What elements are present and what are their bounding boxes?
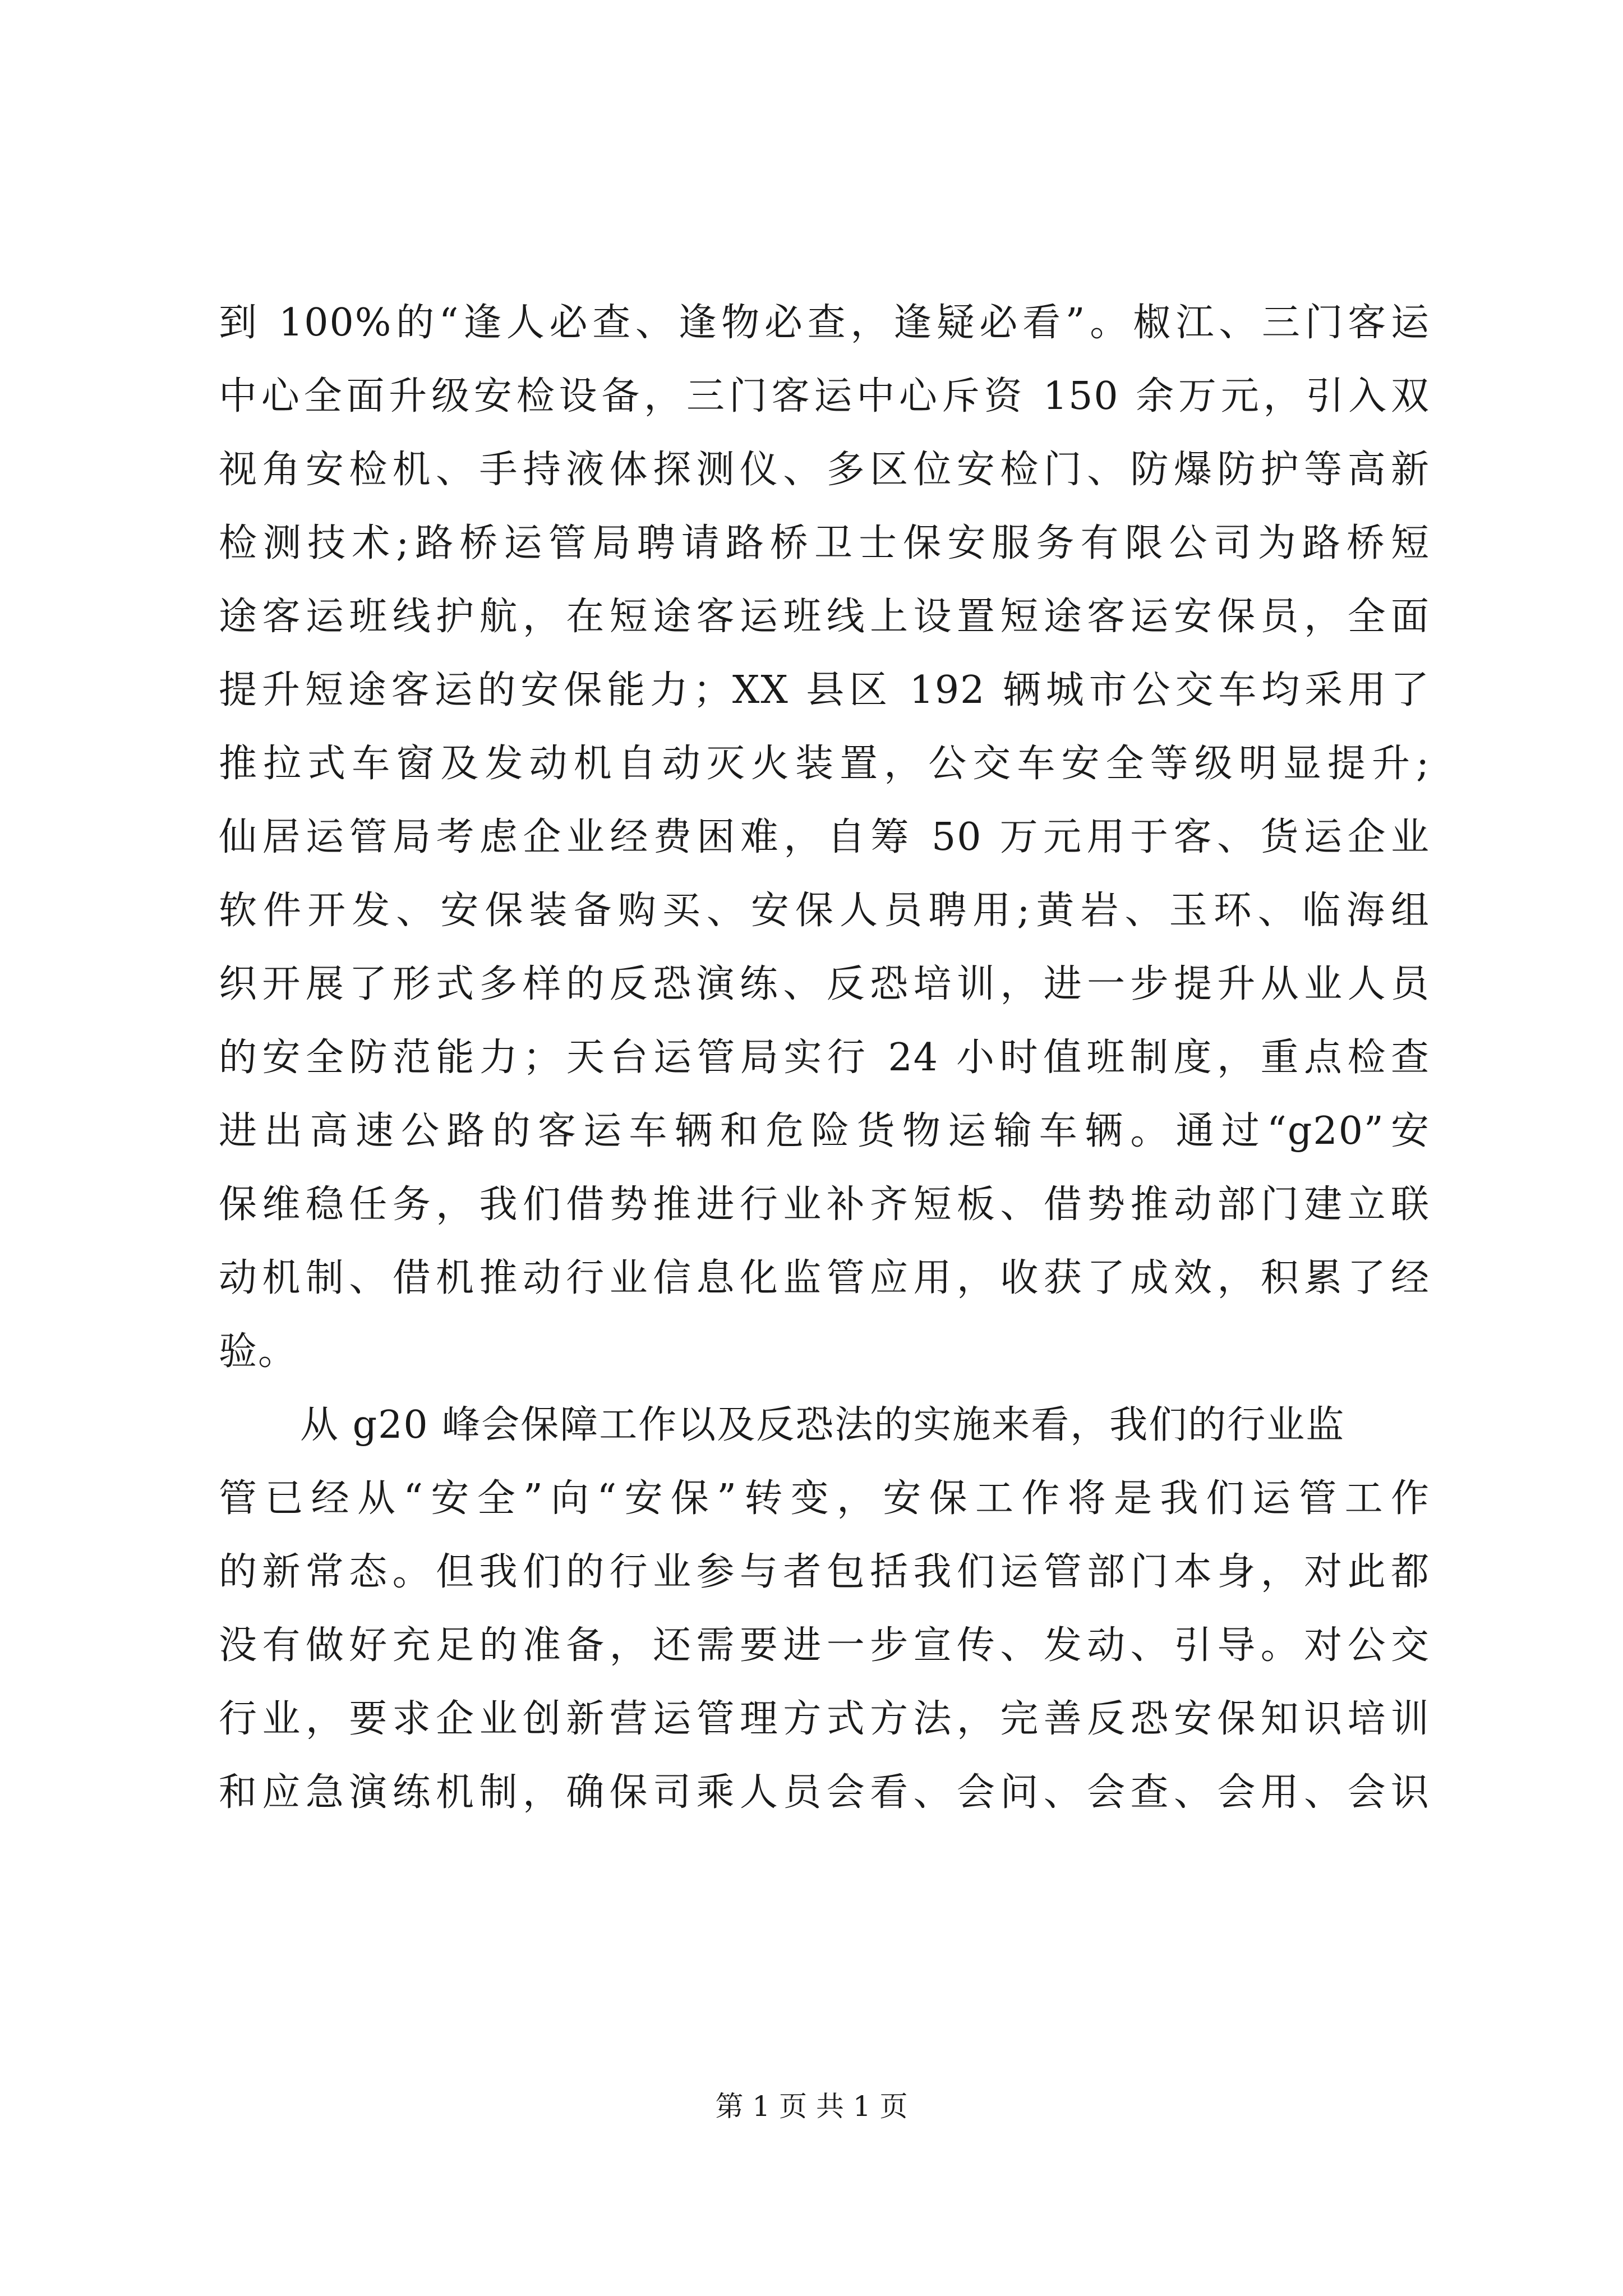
text-line: 的安全防范能力；天台运管局实行 24 小时值班制度，重点检查 bbox=[219, 1036, 1430, 1080]
text-line: 检测技术;路桥运管局聘请路桥卫士保安服务有限公司为路桥短 bbox=[219, 521, 1430, 565]
text-line: 保维稳任务，我们借势推进行业补齐短板、借势推动部门建立联 bbox=[219, 1182, 1430, 1227]
text-line: 视角安检机、手持液体探测仪、多区位安检门、防爆防护等高新 bbox=[219, 448, 1430, 492]
text-line: 行业，要求企业创新营运管理方式方法，完善反恐安保知识培训 bbox=[219, 1697, 1430, 1741]
text-line: 动机制、借机推动行业信息化监管应用，收获了成效，积累了经 bbox=[219, 1256, 1430, 1300]
page-footer: 第 1 页 共 1 页 bbox=[715, 2090, 908, 2123]
paragraph-first-line: 从 g20 峰会保障工作以及反恐法的实施来看，我们的行业监 bbox=[300, 1403, 1345, 1447]
text-line: 织开展了形式多样的反恐演练、反恐培训，进一步提升从业人员 bbox=[219, 962, 1430, 1006]
text-line: 软件开发、安保装备购买、安保人员聘用;黄岩、玉环、临海组 bbox=[219, 889, 1430, 933]
text-line: 途客运班线护航，在短途客运班线上设置短途客运安保员，全面 bbox=[219, 595, 1430, 639]
text-line: 没有做好充足的准备，还需要进一步宣传、发动、引导。对公交 bbox=[219, 1623, 1430, 1668]
text-line: 仙居运管局考虑企业经费困难，自筹 50 万元用于客、货运企业 bbox=[219, 815, 1430, 859]
text-line: 和应急演练机制，确保司乘人员会看、会问、会查、会用、会识 bbox=[219, 1770, 1430, 1815]
text-line: 推拉式车窗及发动机自动灭火装置，公交车安全等级明显提升; bbox=[219, 742, 1430, 786]
text-line: 到 100%的“逢人必查、逢物必查，逢疑必看”。椒江、三门客运 bbox=[219, 301, 1430, 345]
text-line: 管已经从“安全”向“安保”转变，安保工作将是我们运管工作 bbox=[219, 1476, 1430, 1521]
text-line: 进出高速公路的客运车辆和危险货物运输车辆。通过“g20”安 bbox=[219, 1109, 1430, 1153]
text-line: 提升短途客运的安保能力；XX 县区 192 辆城市公交车均采用了 bbox=[219, 668, 1430, 712]
text-line: 的新常态。但我们的行业参与者包括我们运管部门本身，对此都 bbox=[219, 1550, 1430, 1594]
text-line: 验。 bbox=[219, 1329, 298, 1374]
body-text bbox=[219, 286, 1430, 1829]
text-line: 中心全面升级安检设备，三门客运中心斥资 150 余万元，引入双 bbox=[219, 374, 1430, 418]
